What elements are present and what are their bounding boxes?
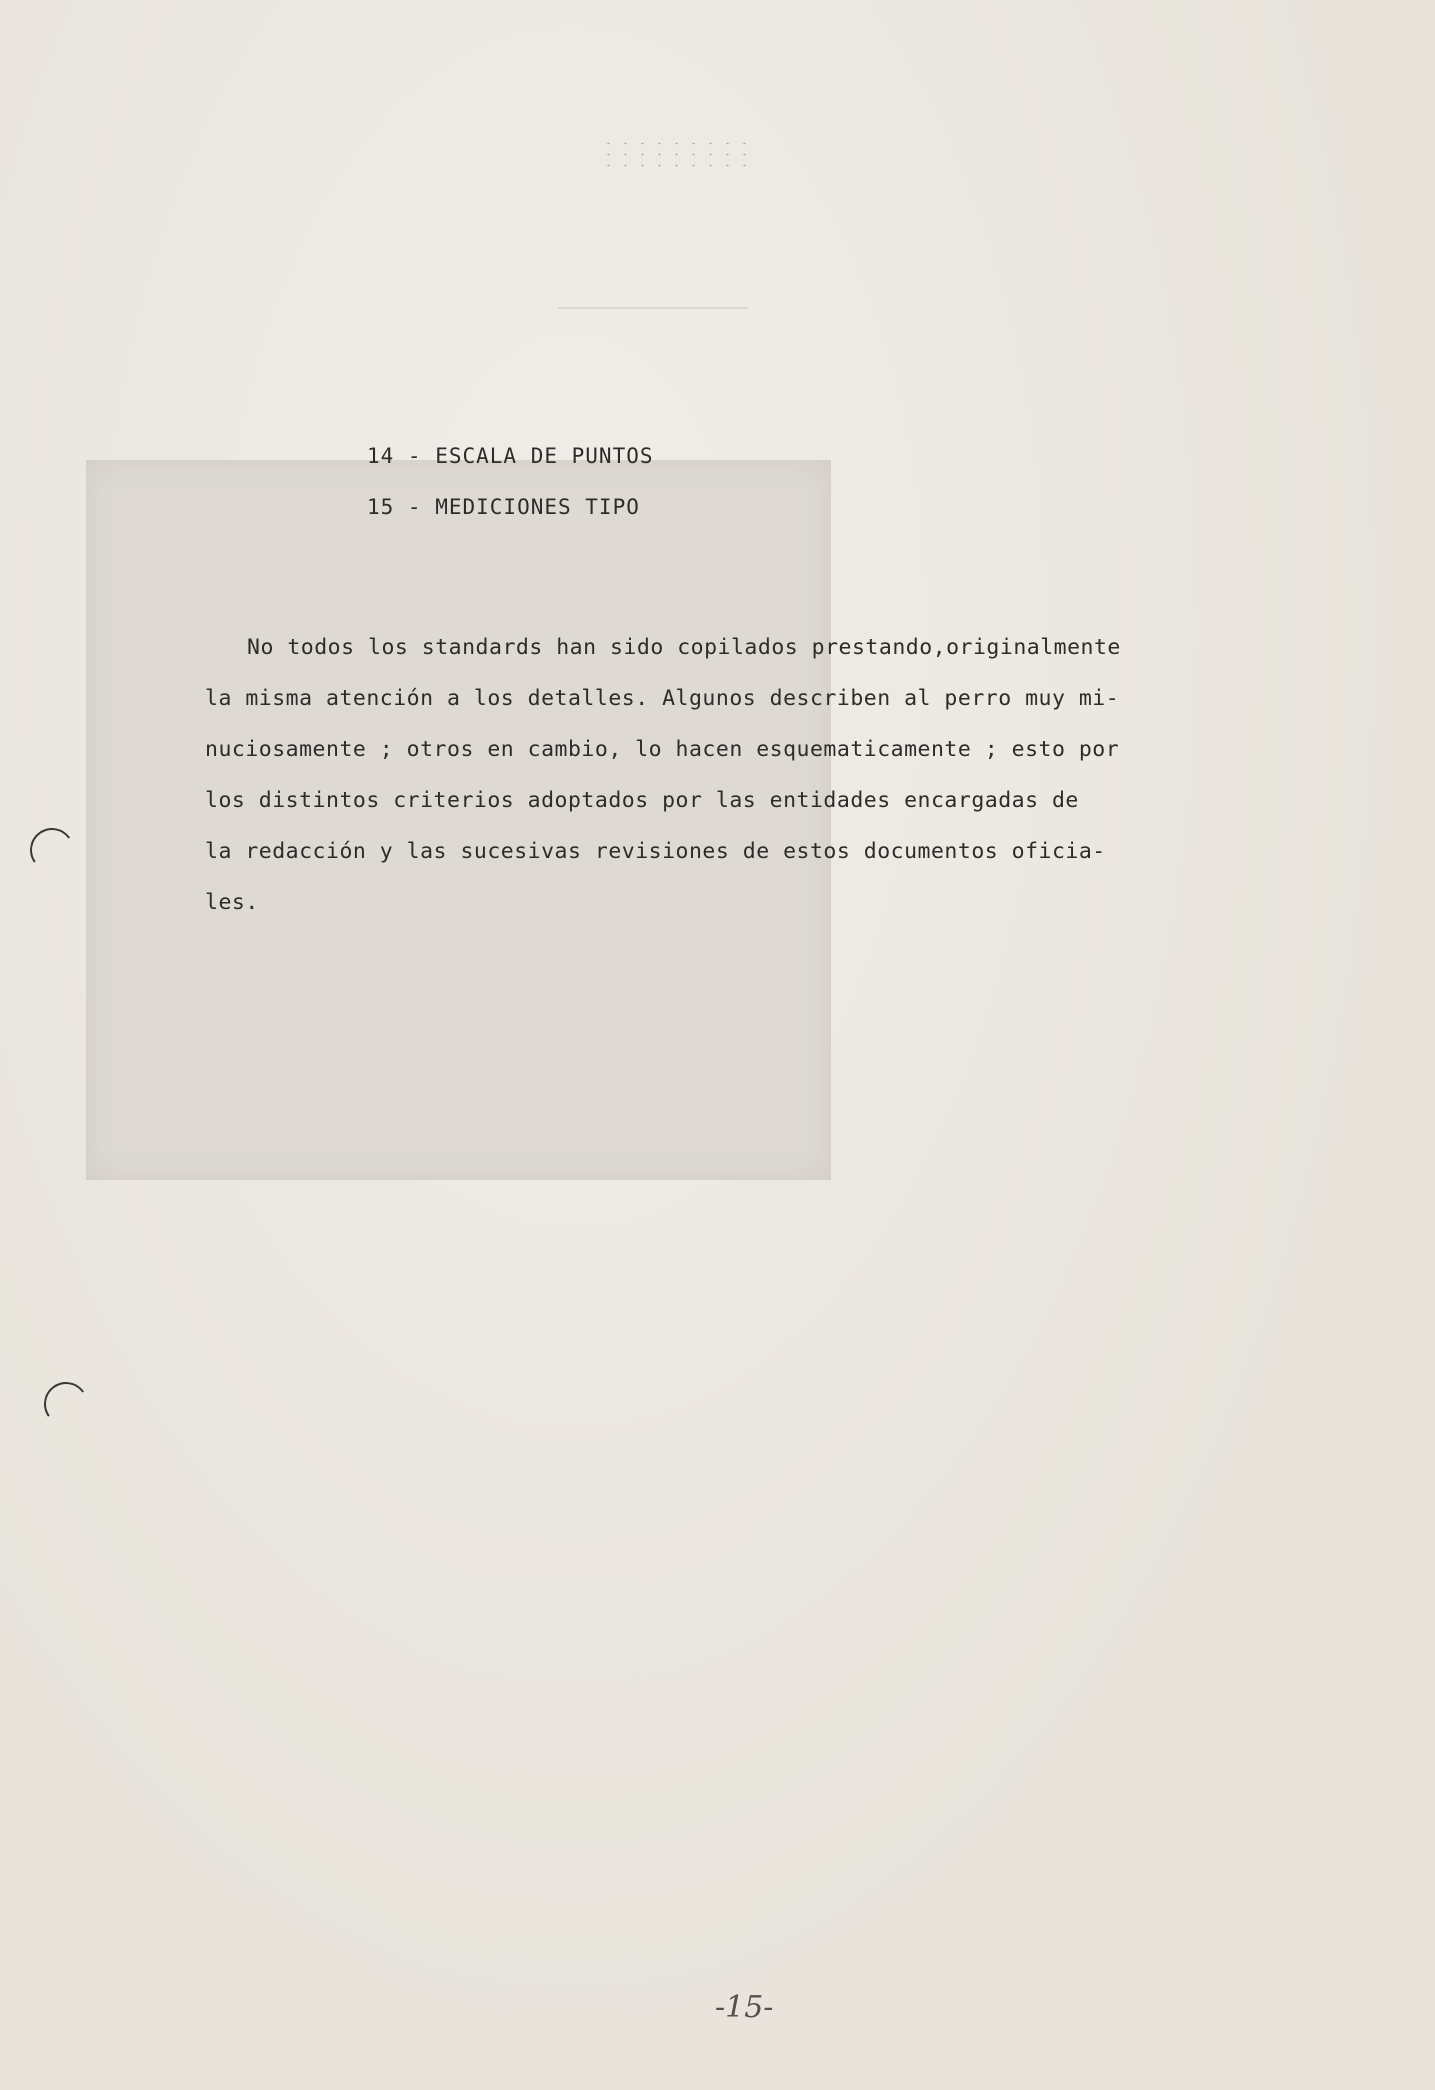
punch-mark <box>27 825 78 876</box>
bleed-through-column <box>918 528 1318 574</box>
page-number: -15- <box>715 1990 774 2025</box>
paragraph-line: les. <box>205 890 259 915</box>
paragraph-line: No todos los standards han sido copilados prestando,originalmente <box>247 635 1121 660</box>
heading-mediciones-tipo: 15 - MEDICIONES TIPO <box>367 495 640 519</box>
paragraph-line: los distintos criterios adoptados por las entidades encargadas de <box>205 788 1079 813</box>
paragraph-line: la redacción y las sucesivas revisiones de estos documentos oficia- <box>205 839 1106 864</box>
paragraph-line: la misma atención a los detalles. Algunos describen al perro muy mi- <box>205 686 1120 711</box>
body-paragraph <box>205 622 1265 928</box>
bleed-through-body <box>168 1232 1328 1276</box>
heading-escala-de-puntos: 14 - ESCALA DE PUNTOS <box>367 444 654 468</box>
bleed-through-title <box>558 282 748 309</box>
punch-mark <box>41 1379 92 1430</box>
ink-specks <box>600 138 760 168</box>
paragraph-line: nuciosamente ; otros en cambio, lo hacen esquematicamente ; esto por <box>205 737 1120 762</box>
